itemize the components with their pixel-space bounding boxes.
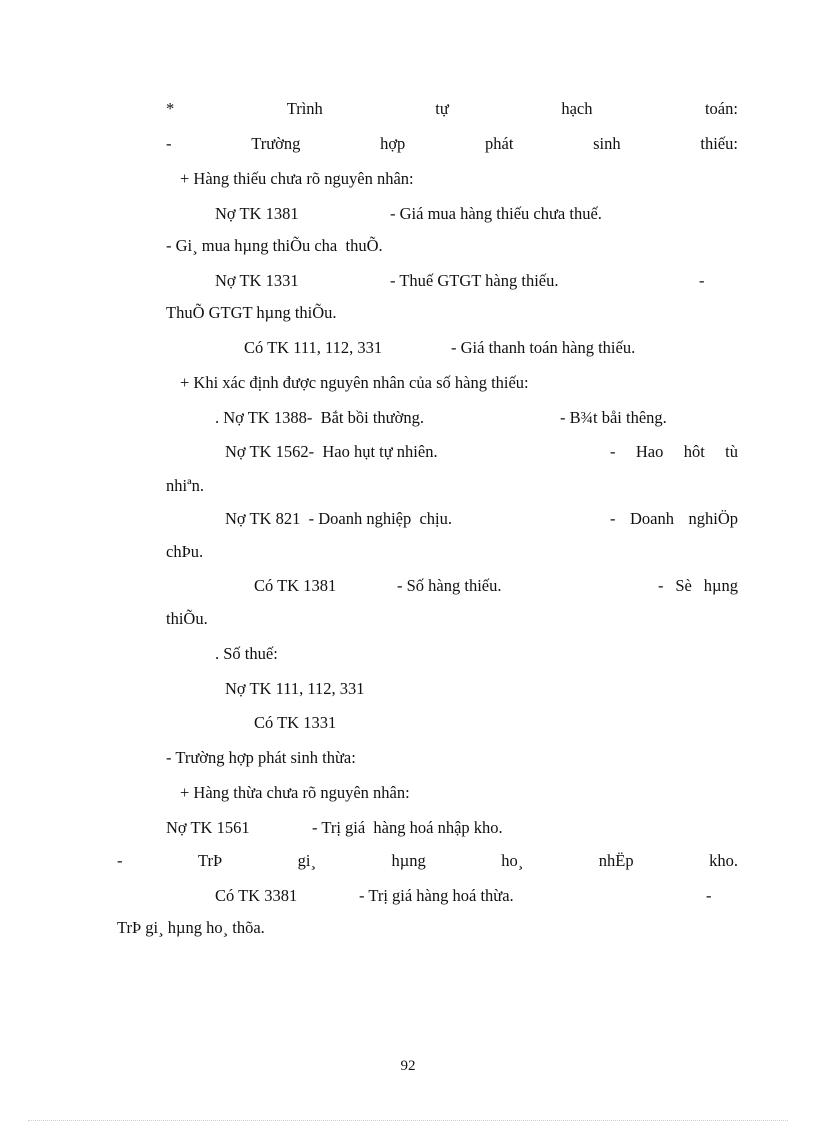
garbled-word: TrÞ bbox=[198, 851, 223, 870]
case-shortage-heading bbox=[166, 134, 738, 154]
entry-desc-surplus-value: - Trị giá hàng hoá thừa. bbox=[359, 886, 514, 905]
entry-debit-1331: Nợ TK 1331 bbox=[215, 271, 299, 290]
case-word: - bbox=[166, 134, 172, 153]
garbled-word: Sè bbox=[675, 576, 692, 595]
dash-mark: - bbox=[699, 271, 705, 290]
garbled-word: Hao bbox=[635, 442, 664, 461]
heading-word: * bbox=[166, 99, 175, 118]
tax-debit-entry: Nợ TK 111, 112, 331 bbox=[225, 679, 365, 698]
page-number: 92 bbox=[400, 1058, 416, 1074]
garbled-shortage-qty bbox=[658, 576, 738, 596]
entry-credit-3381: Có TK 3381 bbox=[215, 886, 298, 905]
garbled-shortage-qty-cont: thiÕu. bbox=[166, 609, 208, 628]
garbled-natural-loss bbox=[610, 442, 738, 462]
garbled-word: - bbox=[658, 576, 664, 595]
garbled-compensation: - B¾t båi thêng. bbox=[560, 408, 667, 427]
garbled-word: - bbox=[610, 442, 616, 461]
known-cause-subheading: + Khi xác định được nguyên nhân của số hàng thiếu: bbox=[180, 373, 529, 392]
entry-desc-purchase-price: - Giá mua hàng thiếu chưa thuế. bbox=[390, 204, 602, 223]
unknown-shortage-subheading: + Hàng thiếu chưa rõ nguyên nhân: bbox=[180, 169, 414, 188]
entry-debit-1381: Nợ TK 1381 bbox=[215, 204, 299, 223]
heading-word: tự bbox=[435, 99, 449, 118]
heading-word: hạch bbox=[561, 99, 593, 118]
entry-credit-1381: Có TK 1381 bbox=[254, 576, 337, 595]
entry-debit-1388: . Nợ TK 1388- Bắt bồi thường. bbox=[215, 408, 424, 427]
garbled-enterprise bbox=[610, 509, 738, 529]
garbled-surplus-value: TrÞ gi¸ hµng ho¸ thõa. bbox=[117, 918, 265, 937]
entry-desc-vat: - Thuế GTGT hàng thiếu. bbox=[390, 271, 559, 290]
entry-desc-inbound-value: - Trị giá hàng hoá nhập kho. bbox=[312, 818, 503, 837]
garbled-word: ho¸ bbox=[501, 851, 524, 870]
entry-debit-1562: Nợ TK 1562- Hao hụt tự nhiên. bbox=[225, 442, 438, 461]
entry-debit-1561: Nợ TK 1561 bbox=[166, 818, 250, 837]
garbled-word: kho. bbox=[709, 851, 738, 870]
garbled-word: - bbox=[610, 509, 616, 528]
garbled-word: Doanh bbox=[630, 509, 674, 528]
unknown-surplus-subheading: + Hàng thừa chưa rõ nguyên nhân: bbox=[180, 783, 410, 802]
case-surplus-heading: - Trường hợp phát sinh thừa: bbox=[166, 748, 356, 767]
garbled-word: nhËp bbox=[598, 851, 634, 870]
entry-desc-payment: - Giá thanh toán hàng thiếu. bbox=[451, 338, 636, 357]
entry-debit-821: Nợ TK 821 - Doanh nghiệp chịu. bbox=[225, 509, 453, 528]
dash-mark: - bbox=[706, 886, 712, 905]
heading-accounting-sequence bbox=[166, 99, 738, 119]
garbled-purchase-price: - Gi¸ mua hµng thiÕu cha thuÕ. bbox=[166, 236, 383, 255]
case-word: sinh bbox=[593, 134, 621, 153]
garbled-word: gi¸ bbox=[297, 851, 317, 870]
garbled-vat: ThuÕ GTGT hµng thiÕu. bbox=[166, 303, 337, 322]
garbled-word: - bbox=[117, 851, 123, 870]
garbled-word: hôt bbox=[683, 442, 705, 461]
tax-credit-entry: Có TK 1331 bbox=[254, 713, 337, 732]
garbled-word: hµng bbox=[391, 851, 426, 870]
case-word: thiếu: bbox=[700, 134, 738, 153]
tax-label: . Số thuế: bbox=[215, 644, 278, 663]
case-word: hợp bbox=[380, 134, 406, 153]
entry-credit-111: Có TK 111, 112, 331 bbox=[244, 338, 383, 357]
heading-word: Trình bbox=[286, 99, 323, 118]
garbled-word: nghiÖp bbox=[688, 509, 738, 528]
entry-desc-shortage-qty: - Số hàng thiếu. bbox=[397, 576, 502, 595]
garbled-inbound-value bbox=[117, 851, 738, 871]
garbled-word: tù bbox=[725, 442, 738, 461]
garbled-enterprise-cont: chÞu. bbox=[166, 542, 204, 561]
page-bottom-divider bbox=[28, 1120, 788, 1121]
garbled-word: hµng bbox=[703, 576, 738, 595]
garbled-natural-loss-cont: nhiªn. bbox=[166, 476, 205, 495]
case-word: Trường bbox=[251, 134, 301, 153]
case-word: phát bbox=[485, 134, 514, 153]
heading-word: toán: bbox=[704, 99, 738, 118]
